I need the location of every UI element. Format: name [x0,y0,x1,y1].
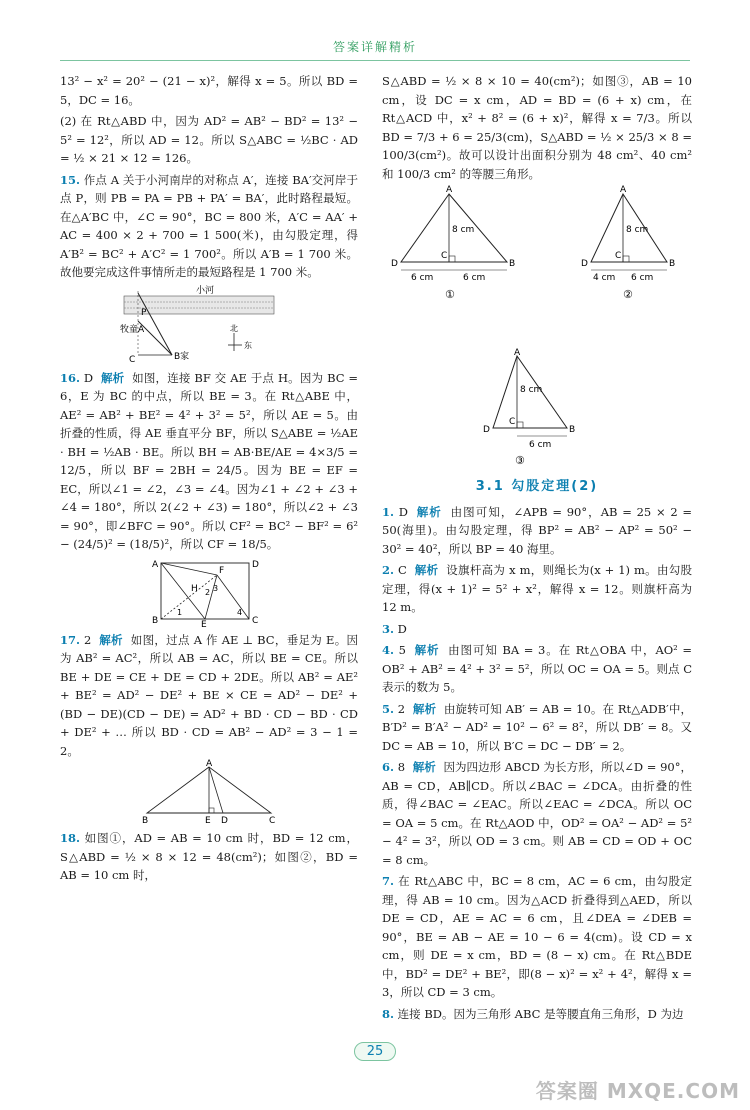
t2-seg1-label: 4 cm [593,273,616,283]
r4-number: 4. [382,643,395,657]
r5-text: 由旋转可知 AB′ = AB = 10。在 Rt△ADB′中，B′D² = B′A² − AD² = 10² − 6² = 8²，所以 DB′ = 8。又 DC = AB = 10，所以 B′C = DC − DB′ = 2。 [382,701,692,753]
fold-angle-2: 2 [205,587,211,597]
label-c: C [129,354,136,365]
r2-text: 设旗杆高为 x m，则绳长为(x + 1) m。由勾股定理，得(x + 1)² = 5² + x²，解得 x = 12。则旗杆高为 12 m。 [382,563,693,614]
t2-label-b: B [669,259,676,269]
r1-analysis-tag: 解析 [416,504,442,519]
answer-14-part2: (2) 在 Rt△ABD 中，因为 AD² = AB² − BD² = 13² − 5² = 12²，所以 AD = 12。所以 S△ABC = ½BC · AD = ½ × 21 × 12 = 126。 [60,114,358,165]
t3-label-a: A [514,348,521,358]
q18-number: 18. [60,831,81,845]
answer-r3 [382,620,692,639]
r2-answer: C [397,563,407,577]
fold-angle-3: 3 [213,583,219,593]
answer-14-cont: 13² − x² = 20² − (21 − x)²，解得 x = 5。所以 BD = 5，DC = 16。 [60,74,358,107]
iso-label-a: A [206,759,213,769]
fold-figure [149,557,269,630]
left-column [60,72,358,888]
answer-15 [60,171,358,282]
r6-answer: 8 [397,760,406,774]
t2-label-a: A [620,185,627,195]
t3-label-c: C [509,417,516,427]
t2-seg2-label: 6 cm [631,273,654,283]
q18-text: 如图①，AD = AB = 10 cm 时，BD = 12 cm，S△ABD = ½ × 8 × 12 = 48(cm²)；如图②，BD = AB = 10 cm 时， [60,831,359,882]
q17-answer: 2 [83,632,92,647]
r8-number: 8. [382,1006,395,1021]
t2-caption: ② [623,288,633,301]
triangle-figure-2 [581,185,675,301]
r8-text: 连接 BD。因为三角形 ABC 是等腰直角三角形，D 为边 [397,1006,684,1021]
label-p: P [141,307,147,318]
r6-analysis-tag: 解析 [412,760,436,774]
t1-label-d: D [391,259,398,269]
q16-number: 16. [60,370,81,385]
label-east: 东 [244,340,252,350]
q16-analysis-tag: 解析 [100,370,125,385]
answer-r7 [382,872,692,1002]
t2-height-label: 8 cm [626,225,649,235]
t1-label-a: A [446,185,453,195]
r2-number: 2. [382,563,395,577]
q17-analysis-tag: 解析 [99,632,123,647]
iso-label-d: D [221,816,228,826]
q17-text: 如图，过点 A 作 AE ⊥ BC，垂足为 E。因为 AB² = AC²，所以 AB = AC，所以 BE = CE。所以 BE + DE = CE + DE = CD + 2DE。所以 AB² = AE² + BE² = AD² − DE² + BE × CE = AD² − DE² + (BD − DE)(CD − DE) = AD² + BD · CD − BD · CD + DE² + … 所以 BD · CD = AB² − AD² = 3 − 1 = 2。 [60,632,359,758]
r4-text: 由图可知 BA = 3。在 Rt△OBA 中，AO² = OB² + AB² = 4² + 3² = 5²，所以 OC = OA = 5。则点 C 表示的数为 5。 [382,643,693,694]
q15-number: 15. [60,172,81,187]
t1-caption: ① [445,288,455,301]
answer-16 [60,369,358,554]
q15-text: 作点 A 关于小河南岸的对称点 A′，连接 BA′交河岸于点 P，则 PB = PA = PB + PA′ = BA′，此时路程最短。在△A′BC 中，∠C = 90°，BC = 800 米，A′C = AA′ + AC = 400 × 2 + 700 = 1 500(米)，由勾股定理，得 A′B² = BC² + A′C² = 1 700²。所以 A′B = 1 700 米。故他要完成这件事情所走的最短路程是 1 700 米。 [60,172,358,279]
river-label: 小河 [196,285,215,296]
r5-number: 5. [382,701,395,716]
fold-angle-4: 4 [237,607,243,617]
fold-label-d: D [252,559,259,570]
isoceles-figure [139,759,279,826]
section-title: 3.1 勾股定理(2) [475,479,599,494]
right-column [382,72,692,1026]
t2-label-c: C [615,251,622,261]
triangle-figure-1 [391,185,515,301]
r2-analysis-tag: 解析 [414,563,439,577]
answer-r5 [382,700,692,756]
r1-number: 1. [382,504,395,519]
fold-label-h: H [191,583,198,594]
t1-seg2-label: 6 cm [463,273,486,283]
fold-label-e: E [201,619,207,630]
q16-text: 如图，连接 BF 交 AE 于点 H。因为 BC = 6，E 为 BC 的中点，所以 BE = 3。在 Rt△ABE 中，AE² = AB² + BE² = 4² + 3² = 5²，所以 AE = 5。由折叠的性质，得 AE 垂直平分 BF，所以 S△ABE = ½AE · BH = ½AB · BE。所以 BH = AB·BE/AE = 4×3/5 = 12/5，所以 BF = 2BH = 24/5。因为 BE = EF = EC，所以∠1 = ∠2，∠3 = ∠4。因为∠1 + ∠2 + ∠3 + ∠4 = 180°，所以 2(∠2 + ∠3) = 180°，所以∠2 + ∠3 = 90°，即∠BFC = 90°。所以 CF² = BC² − BF² = 6² − (24/5)² = (18/5)²，所以 CF = 18/5。 [60,370,359,551]
r6-text: 因为四边形 ABCD 为长方形，所以∠D = 90°，AB = CD，AB∥CD。所以∠BAC = ∠DCA。由折叠的性质，得∠BAC = ∠EAC。所以∠EAC = ∠DCA。所以 OC = OA = 5 cm。在 Rt△AOD 中，OD² = OA² − AD² = 5² − 4² = 3²，所以 OD = 3 cm。则 AB = CD = OD + OC = 8 cm。 [382,760,693,867]
t1-label-b: B [509,259,516,269]
fold-label-f: F [219,565,225,576]
t3-seg1-label: 6 cm [529,440,552,450]
answer-18 [60,829,358,885]
watermark: 答案圈 MXQE.COM [535,1079,740,1103]
q16-answer: D [83,370,94,385]
t1-label-c: C [441,251,448,261]
r3-answer: D [397,621,407,636]
r4-answer: 5 [398,643,406,657]
iso-label-b: B [142,816,149,826]
t1-seg1-label: 6 cm [411,273,434,283]
r7-number: 7. [382,874,395,888]
triangles-figure-row [387,186,687,346]
t3-height-label: 8 cm [520,385,543,395]
answer-r1 [382,503,692,559]
header-divider [60,60,690,61]
label-pasture: 牧童A [120,324,145,335]
t3-label-d: D [483,425,490,435]
page-footer [0,1040,750,1061]
t2-label-d: D [581,259,588,269]
r1-answer: D [398,504,408,519]
answer-17 [60,631,358,761]
fold-angle-1: 1 [177,607,183,617]
page-header: 答案详解精析 [332,40,417,54]
r6-number: 6. [382,760,395,774]
label-home: B家 [174,351,190,362]
r7-text: 在 Rt△ABC 中，BC = 8 cm，AC = 6 cm，由勾股定理，得 AB = 10 cm。因为△ACD 折叠得到△AED，所以 DE = CD，AE = AC = 6 cm，且∠DEA = ∠DEB = 90°，BE = AB − AE = 10 − 6 = 4(cm)。设 CD = x cm，则 DE = x cm，BD = (8 − x) cm。在 Rt△BDE 中，BD² = DE² + BE²，即(8 − x)² = x² + 4²，解得 x = 3，所以 CD = 3 cm。 [382,874,692,999]
answer-r6 [382,758,692,869]
label-north: 北 [230,323,238,333]
iso-label-e: E [205,816,211,826]
q17-number: 17. [60,632,81,647]
fold-label-c: C [252,615,259,626]
river-band [124,296,274,314]
page-number: 25 [354,1042,397,1061]
answer-18-cont: S△ABD = ½ × 8 × 10 = 40(cm²)；如图③，AB = 10 cm，设 DC = x cm，AD = BD = (6 + x) cm，在 Rt△ACD 中，x² + 8² = (6 + x)²，解得 x = 7/3。所以 BD = 7/3 + 6 = 25/3(cm)，S△ABD = ½ × 25/3 × 8 = 100/3(cm²)。故可以设计出面积分别为 48 cm²、40 cm² 和 100/3 cm² 的等腰三角形。 [382,74,692,181]
r3-number: 3. [382,621,395,636]
r5-analysis-tag: 解析 [412,701,437,716]
r5-answer: 2 [397,701,406,716]
t3-caption: ③ [515,454,525,467]
r1-text: 由图可知，∠APB = 90°，AB = 25 × 2 = 50(海里)。由勾股定理，得 BP² = AB² − AP² = 50² − 30² = 40²，所以 BP = 40 海里。 [382,504,693,556]
iso-label-c: C [269,816,276,826]
t1-height-label: 8 cm [452,225,475,235]
answer-r8 [382,1005,692,1024]
fold-label-b: B [152,615,159,626]
triangle-figure-3 [477,350,597,470]
answer-r4 [382,641,692,697]
river-figure [120,285,294,365]
r4-analysis-tag: 解析 [414,643,440,657]
answer-r2 [382,561,692,617]
t3-label-b: B [569,425,576,435]
fold-label-a: A [152,559,159,570]
